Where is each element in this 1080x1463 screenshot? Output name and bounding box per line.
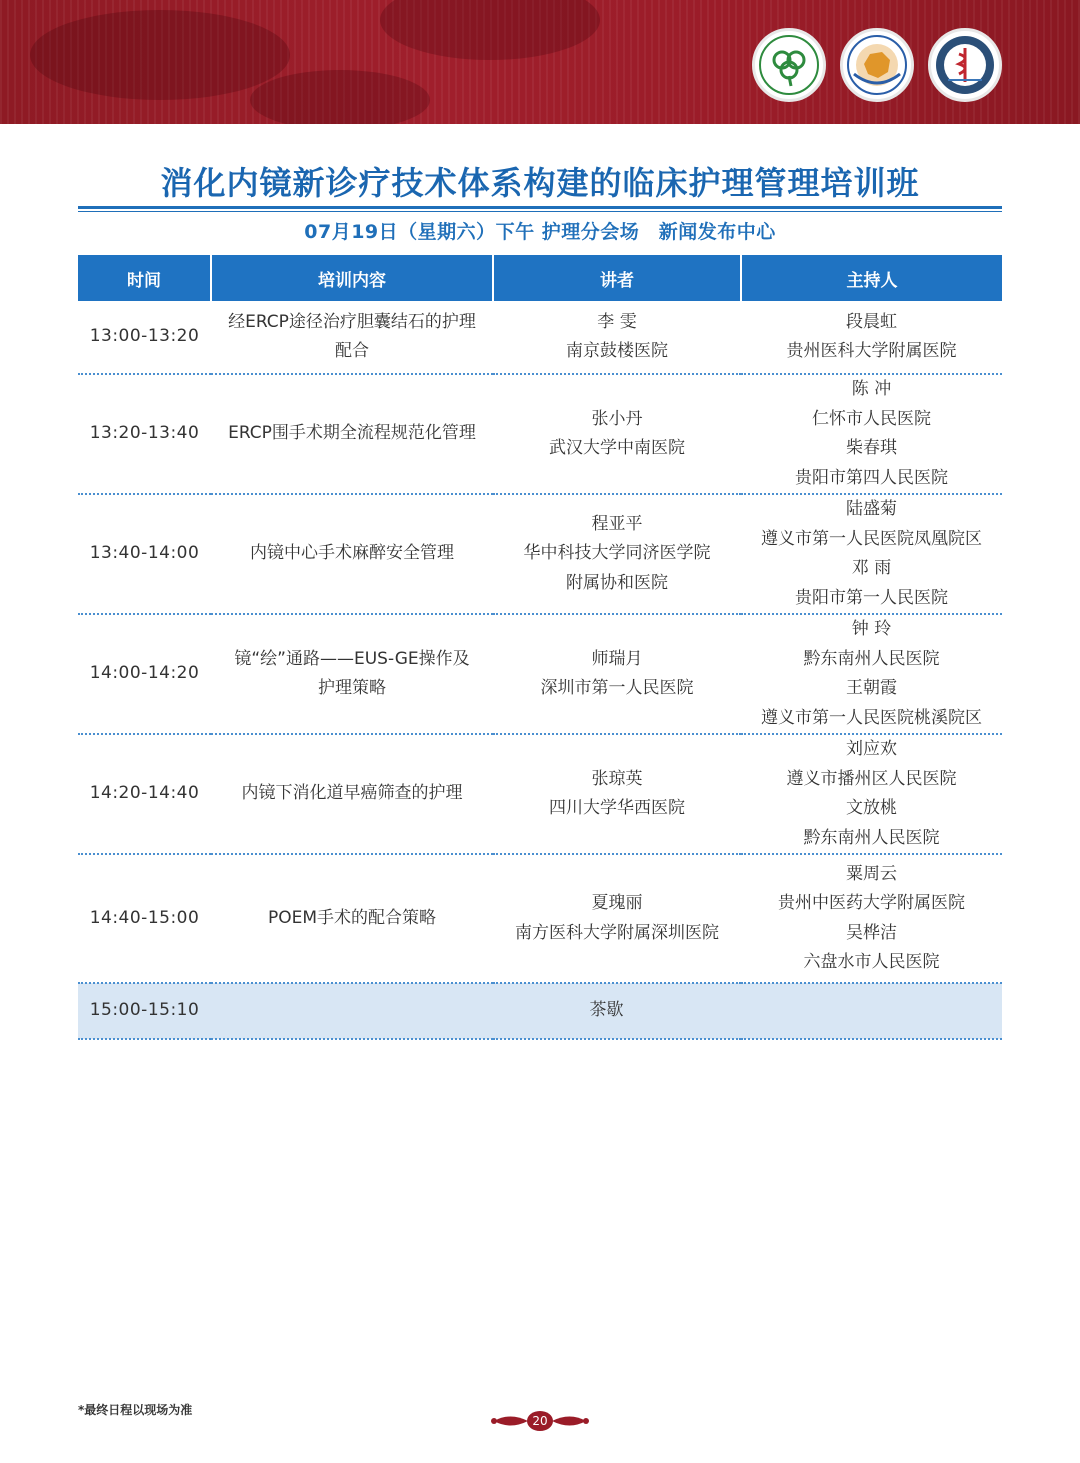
guizhou-hospital-logo xyxy=(840,28,914,102)
speaker-name: 师瑞月 xyxy=(591,648,643,669)
column-header-content: 培训内容 xyxy=(211,255,493,301)
session-hosts xyxy=(741,494,1002,614)
host-name: 文放桃 xyxy=(846,798,897,818)
table-row xyxy=(78,494,1002,614)
session-time: 13:20-13:40 xyxy=(78,374,211,494)
session-speaker xyxy=(493,854,741,983)
clover-association-logo xyxy=(752,28,826,102)
host-name: 陈 冲 xyxy=(851,379,892,399)
session-speaker xyxy=(493,734,741,854)
session-topic xyxy=(211,374,493,494)
host-name: 段晨虹 xyxy=(846,311,897,332)
host-affiliation: 黔东南州人民医院 xyxy=(803,827,940,848)
session-speaker xyxy=(493,301,741,374)
map-emblem-icon xyxy=(846,34,908,96)
topic-line: POEM手术的配合策略 xyxy=(267,907,437,928)
speaker-affiliation: 武汉大学中南医院 xyxy=(549,438,685,458)
session-topic xyxy=(211,854,493,983)
host-affiliation: 遵义市第一人民医院桃溪院区 xyxy=(761,707,982,728)
logo-group xyxy=(752,28,1002,102)
host-name: 钟 玲 xyxy=(851,619,892,639)
banner-map-shape xyxy=(30,10,290,100)
host-affiliation: 仁怀市人民医院 xyxy=(812,408,931,429)
host-name: 粟周云 xyxy=(846,863,897,884)
shamrock-icon xyxy=(758,34,820,96)
topic-line: 经ERCP途径治疗胆囊结石的护理 xyxy=(228,311,476,332)
speaker-affiliation: 华中科技大学同济医学院 xyxy=(523,543,711,564)
speaker-name: 李 雯 xyxy=(597,311,637,332)
host-affiliation: 贵州医科大学附属医院 xyxy=(786,341,957,361)
host-name: 陆盛菊 xyxy=(846,499,897,519)
session-topic xyxy=(211,301,493,374)
host-affiliation: 遵义市播州区人民医院 xyxy=(786,768,957,789)
session-time: 14:40-15:00 xyxy=(78,854,211,983)
speaker-name: 夏瑰丽 xyxy=(591,893,643,913)
session-topic xyxy=(211,734,493,854)
table-row xyxy=(78,854,1002,983)
host-name: 吴桦洁 xyxy=(846,922,897,943)
host-name: 邓 雨 xyxy=(851,558,892,578)
session-time: 14:20-14:40 xyxy=(78,734,211,854)
session-hosts xyxy=(741,374,1002,494)
title-divider xyxy=(78,206,1002,209)
speaker-affiliation: 南京鼓楼医院 xyxy=(566,341,668,361)
session-hosts xyxy=(741,301,1002,374)
speaker-affiliation: 附属协和医院 xyxy=(566,572,668,593)
break-label: 茶歇 xyxy=(211,983,1002,1039)
session-topic xyxy=(211,494,493,614)
footnote: *最终日程以现场为准 xyxy=(78,1403,193,1417)
host-name: 王朝霞 xyxy=(846,678,897,698)
column-header-time: 时间 xyxy=(78,255,211,301)
speaker-affiliation: 深圳市第一人民医院 xyxy=(540,678,694,698)
session-hosts xyxy=(741,854,1002,983)
title-divider xyxy=(78,211,1002,212)
host-name: 刘应欢 xyxy=(846,739,897,759)
topic-line: 镜“绘”通路——EUS-GE操作及 xyxy=(234,648,470,669)
topic-line: ERCP围手术期全流程规范化管理 xyxy=(228,423,476,444)
table-row xyxy=(78,374,1002,494)
speaker-affiliation: 四川大学华西医院 xyxy=(549,798,685,818)
caduceus-emblem-icon xyxy=(934,34,996,96)
table-row xyxy=(78,614,1002,734)
host-name: 柴春琪 xyxy=(846,438,897,458)
host-affiliation: 贵阳市第四人民医院 xyxy=(795,467,948,488)
header-banner xyxy=(0,0,1080,124)
column-header-host: 主持人 xyxy=(741,255,1002,301)
session-subtitle: 07月19日（星期六）下午 护理分会场 新闻发布中心 xyxy=(304,221,776,243)
session-time: 14:00-14:20 xyxy=(78,614,211,734)
column-header-speaker: 讲者 xyxy=(493,255,741,301)
host-affiliation: 贵阳市第一人民医院 xyxy=(795,587,948,608)
topic-line: 护理策略 xyxy=(318,678,386,698)
session-hosts xyxy=(741,734,1002,854)
break-row xyxy=(78,983,1002,1039)
session-topic xyxy=(211,614,493,734)
topic-line: 配合 xyxy=(335,341,369,361)
host-affiliation: 遵义市第一人民医院凤凰院区 xyxy=(761,528,982,549)
session-speaker xyxy=(493,614,741,734)
table-header-row xyxy=(78,255,1002,301)
host-affiliation: 黔东南州人民医院 xyxy=(803,648,940,669)
session-speaker xyxy=(493,374,741,494)
speaker-affiliation: 南方医科大学附属深圳医院 xyxy=(515,922,719,943)
medical-society-logo xyxy=(928,28,1002,102)
break-time: 15:00-15:10 xyxy=(78,983,211,1039)
session-time: 13:40-14:00 xyxy=(78,494,211,614)
session-hosts xyxy=(741,614,1002,734)
topic-line: 内镜下消化道早癌筛查的护理 xyxy=(241,783,463,804)
session-time: 13:00-13:20 xyxy=(78,301,211,374)
topic-line: 内镜中心手术麻醉安全管理 xyxy=(250,543,454,564)
page-number: 20 xyxy=(532,1414,548,1428)
host-affiliation: 六盘水市人民医院 xyxy=(803,952,940,972)
page-title: 消化内镜新诊疗技术体系构建的临床护理管理培训班 xyxy=(160,164,920,202)
schedule-table xyxy=(78,255,1002,1040)
banner-map-shape xyxy=(250,70,430,124)
speaker-name: 程亚平 xyxy=(591,513,643,534)
speaker-name: 张小丹 xyxy=(591,408,643,429)
table-row xyxy=(78,301,1002,374)
speaker-name: 张琼英 xyxy=(591,768,643,789)
session-speaker xyxy=(493,494,741,614)
host-affiliation: 贵州中医药大学附属医院 xyxy=(778,893,965,913)
table-row xyxy=(78,734,1002,854)
